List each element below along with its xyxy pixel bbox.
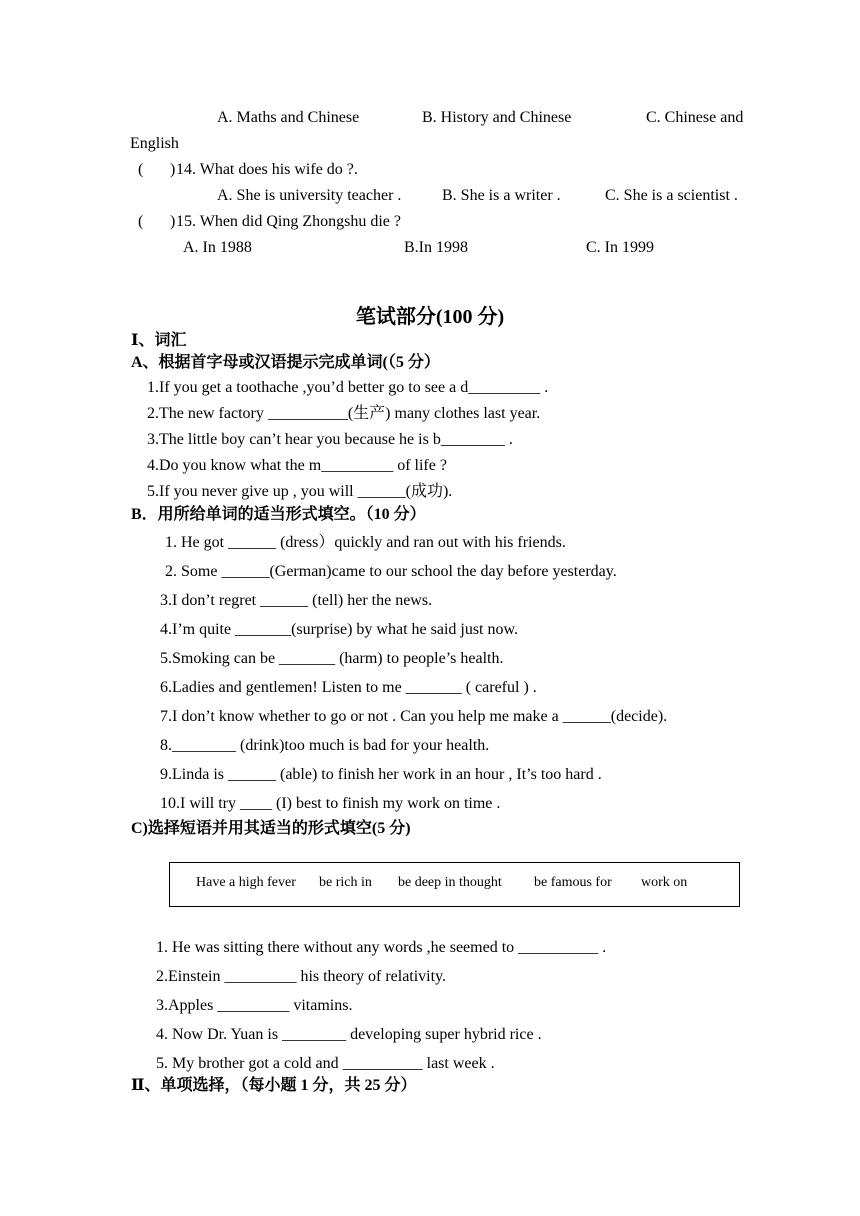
phrase-have-a-high-fever: Have a high fever [196,875,296,890]
written-section-title: 笔试部分(100 分) [355,306,505,328]
q14-question: 14. What does his wife do ?. [176,161,358,178]
part-c-heading: C)选择短语并用其适当的形式填空(5 分) [131,820,411,837]
part-b-item-5: 5.Smoking can be _______ (harm) to people’s health. [160,650,504,667]
part-b-item-9: 9.Linda is ______ (able) to finish her work in an hour , It’s too hard . [160,766,602,783]
section-vocabulary-heading: Ⅰ、词汇 [131,332,187,349]
part-c-item-5: 5. My brother got a cold and __________ last week . [156,1055,495,1072]
part-b-item-7: 7.I don’t know whether to go or not . Can you help me make a ______(decide). [160,708,668,725]
phrase-be-famous-for: be famous for [534,875,612,890]
section-multiple-choice-heading: Ⅱ、单项选择，（每小题 1 分，共 25 分） [131,1077,417,1094]
q14-paren-open: ( [138,161,144,178]
phrase-be-rich-in: be rich in [319,875,372,890]
q15-option-a: A. In 1988 [183,239,252,256]
part-c-item-2: 2.Einstein _________ his theory of relativity. [156,968,447,985]
q15-option-b: B.In 1998 [404,239,468,256]
phrase-work-on: work on [641,875,688,890]
q14-paren-close: ) [170,161,176,178]
q14-option-a: A. She is university teacher . [217,187,402,204]
q13-option-c-wrap: English [130,135,179,152]
q15-paren-close: ) [170,213,176,230]
part-a-item-3: 3.The little boy can’t hear you because he is b________ . [147,431,513,448]
part-b-item-8: 8.________ (drink)too much is bad for your health. [160,737,490,754]
part-c-item-3: 3.Apples _________ vitamins. [156,997,353,1014]
q13-option-c: C. Chinese and [646,109,744,126]
part-b-item-10: 10.I will try ____ (I) best to finish my work on time . [160,795,501,812]
part-b-item-1: 1. He got ______ (dress）quickly and ran out with his friends. [165,534,566,551]
q15-paren-open: ( [138,213,144,230]
part-b-item-6: 6.Ladies and gentlemen! Listen to me _______ ( careful ) . [160,679,537,696]
part-b-item-3: 3.I don’t regret ______ (tell) her the news. [160,592,433,609]
q13-option-a: A. Maths and Chinese [217,109,360,126]
part-c-item-1: 1. He was sitting there without any words ,he seemed to __________ . [156,939,607,956]
part-a-item-5: 5.If you never give up , you will ______(成功). [147,483,453,500]
part-a-heading: A、根据首字母或汉语提示完成单词(（5 分） [131,354,440,371]
part-b-item-4: 4.I’m quite _______(surprise) by what he said just now. [160,621,519,638]
part-b-item-2: 2. Some ______(German)came to our school the day before yesterday. [165,563,617,580]
q15-option-c: C. In 1999 [586,239,654,256]
part-c-item-4: 4. Now Dr. Yuan is ________ developing super hybrid rice . [156,1026,542,1043]
phrase-be-deep-in-thought: be deep in thought [398,875,502,890]
q14-option-c: C. She is a scientist . [605,187,738,204]
q15-question: 15. When did Qing Zhongshu die ? [176,213,402,230]
part-a-item-2: 2.The new factory __________(生产) many clothes last year. [147,405,541,422]
part-a-item-1: 1.If you get a toothache ,you’d better go to see a d_________ . [147,379,549,396]
q14-option-b: B. She is a writer . [442,187,561,204]
part-b-heading: B．用所给单词的适当形式填空。（10 分） [131,506,426,523]
q13-option-b: B. History and Chinese [422,109,572,126]
part-a-item-4: 4.Do you know what the m_________ of life ? [147,457,447,474]
